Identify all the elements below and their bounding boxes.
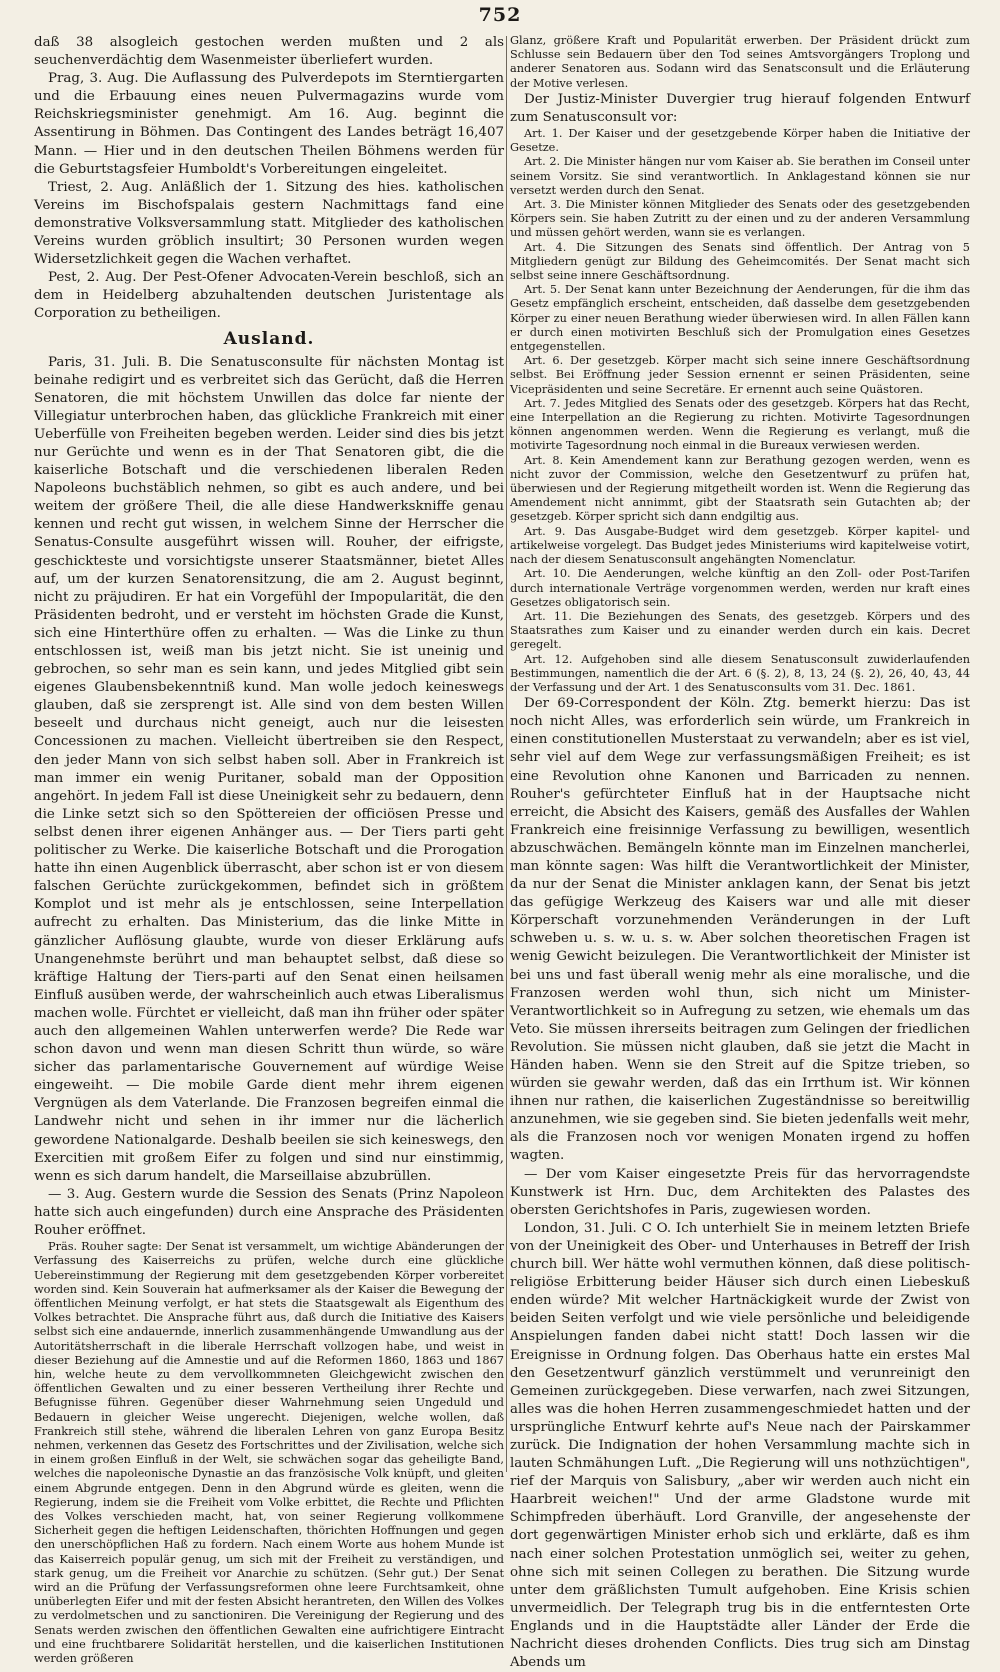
article-item: Art. 8. Kein Amendement kann zur Berathung gezogen werden, wenn es nicht zuvor der Commission, welche den Gesetzentwurf zu prüfen hat, überwiesen und der Regierung mitgetheilt worden ist. Wenn die Regierung das Amendement nicht annimmt, gibt der Staatsrath sein Gutachten ab; der gesetzgeb. Körper spricht sich dann endgiltig aus. bbox=[510, 453, 970, 524]
article-item: Art. 1. Der Kaiser und der gesetzgebende Körper haben die Initiative der Gesetze. bbox=[510, 127, 970, 155]
article-item: Art. 11. Die Beziehungen des Senats, des gesetzgeb. Körpers und des Staatsrathes zum Kaiser und zu einander werden durch ein kais. Decret geregelt. bbox=[510, 609, 970, 652]
article-item: Art. 3. Die Minister können Mitglieder des Senats oder des gesetzgebenden Körpers sein. Sie haben Zutritt zu der einen und zu der anderen Versammlung und müssen gehört werden, wann sie es verlangen. bbox=[510, 198, 970, 240]
right-column bbox=[510, 34, 970, 1671]
article-item: Art. 7. Jedes Mitglied des Senats oder des gesetzgeb. Körpers hat das Recht, eine Interpellation an die Regierung zu richten. Motivirte Tagesordnungen können angenommen werden. Wenn die Regierung es verlangt, muß die motivirte Tagesordnung noch einmal in die Bureaux verwiesen werden. bbox=[510, 396, 970, 453]
article-item: Art. 9. Das Ausgabe-Budget wird dem gesetzgeb. Körper kapitel- und artikelweise vorgelegt. Das Budget jedes Ministeriums wird kapitelweise votirt, nach der diesem Senatusconsult angehängten Nomenclatur. bbox=[510, 524, 970, 567]
speech-paragraph: Glanz, größere Kraft und Popularität erwerben. Der Präsident drückt zum Schlusse sein Bedauern über den Tod seines Amtsvorgängers Troplong und anderer Senatoren aus. Sodann wird das Senatsconsult und die Erläuterung der Motive verlesen. bbox=[510, 34, 970, 90]
article-item: Art. 4. Die Sitzungen des Senats sind öffentlich. Der Antrag von 5 Mitgliedern genügt zur Bildung des Geheimcomités. Der Senat macht sich selbst seine innere Geschäftsordnung. bbox=[510, 240, 970, 283]
article-item: Art. 5. Der Senat kann unter Bezeichnung der Aenderungen, für die ihm das Gesetz empfänglich erscheint, entscheiden, daß dasselbe dem gesetzgebenden Körper zu einer neuen Berathung wieder überwiesen wird. In allen Fällen kann er durch einen motivirten Beschluß sich der Promulgation eines Gesetzes entgegenstellen. bbox=[510, 283, 970, 354]
page-number: 752 bbox=[478, 4, 522, 26]
article-paragraph: Triest, 2. Aug. Anläßlich der 1. Sitzung des hies. katholischen Vereins im Bischofspalais gestern Nachmittags fand eine demonstrative Volksversammlung statt. Mitglieder des katholischen Vereins wurden gröblich insultirt; 30 Personen wurden wegen Widersetzlichkeit gegen die Wachen verhaftet. bbox=[34, 179, 504, 268]
article-paragraph: Der Justiz-Minister Duvergier trug hierauf folgenden Entwurf zum Senatusconsult vor: bbox=[510, 91, 970, 125]
article-item: Art. 6. Der gesetzgeb. Körper macht sich seine innere Geschäftsordnung selbst. Bei Eröffnung jeder Session ernennt er seinen Präsidenten, seine Vicepräsidenten und seine Secretäre. Er ernennt auch seine Quästoren. bbox=[510, 354, 970, 396]
article-paragraph: Paris, 31. Juli. B. Die Senatusconsulte für nächsten Montag ist beinahe redigirt und es verbreitet sich das Gerücht, daß die Herren Senatoren, die mit höchstem Unwillen das dolce far niente der Villegiatur unterbrochen haben, das glückliche Frankreich mit einer Ueberfülle von Freiheiten begeben werden. Leider sind dies bis jetzt nur Gerüchte und wenn es in der That Senatoren gibt, die die kaiserliche Botschaft und die verschiedenen liberalen Reden Napoleons buchstäblich nehmen, so gibt es auch andere, und bei weitem der größere Theil, die alle diese Handwerkskniffe genau kennen und recht gut wissen, in welchem Sinne der Herrscher die Senatus-Consulte ausgeführt wissen will. Rouher, der eifrigste, geschickteste und vorsichtigste unserer Staatsmänner, bietet Alles auf, um der kurzen Senatorensitzung, die am 2. August beginnt, nicht zu präjudiren. Er hat ein Vorgefühl der Impopularität, die den Präsidenten bedroht, und er versteht im höchsten Grade die Kunst, sich eine Hinterthüre offen zu erhalten. — Was die Linke zu thun entschlossen ist, weiß man bis jetzt nicht. Sie ist uneinig und gebrochen, so sehr man es sein kann, und jedes Mitglied gibt sein eigenes Glaubensbekenntniß kund. Man wolle jedoch keineswegs glauben, daß sie zersprengt ist. Alle sind von dem besten Willen beseelt und durchaus nicht geneigt, auch nur die leisesten Concessionen zu machen. Vielleicht übertreiben sie den Respect, den jeder Mann von sich selbst haben soll. Aber in Frankreich ist man immer ein wenig Puritaner, sobald man der Opposition angehört. In jedem Fall ist diese Uneinigkeit sehr zu bedauern, denn die Linke setzt sich so den Spöttereien der officiösen Presse und selbst denen ihrer eigenen Anhänger aus. — Der Tiers parti geht politischer zu Werke. Die kaiserliche Botschaft und die Prorogation hatte ihn einen Augenblick überrascht, aber schon ist er von diesem falschen Gerüchte zurückgekommen, befindet sich in größtem Komplot und ist mehr als je entschlossen, seine Interpellation aufrecht zu erhalten. Das Ministerium, das die linke Mitte in gänzlicher Auflösung glaubte, wurde von dieser Erklärung aufs Unangenehmste berührt und man behauptet selbst, daß diese so kräftige Haltung der Tiers-parti auf den Senat einen heilsamen Einfluß ausüben werde, der wahrscheinlich auch etwas Liberalismus machen wolle. Fürchtet er vielleicht, daß man ihn früher oder später auch den allgemeinen Wahlen unterwerfen werde? Die Rede war schon davon und wenn man diesen Schritt thun würde, so wäre sicher das parlamentarische Gouvernement auf würdige Weise eingeweiht. — Die mobile Garde dient mehr ihrem eigenen Vergnügen als dem Vaterlande. Die Franzosen begreifen einmal die Landwehr nicht und sehen in ihr immer nur die lächerlich gewordene Nationalgarde. Deshalb beeilen sie sich keineswegs, den Exercitien mit großem Eifer zu folgen und sind nur einstimmig, wenn es sich darum handelt, die Marseillaise abzubrüllen. bbox=[34, 354, 504, 1184]
article-item: Art. 12. Aufgehoben sind alle diesem Senatusconsult zuwiderlaufenden Bestimmungen, namentlich die der Art. 6 (§. 2), 8, 13, 24 (§. 2), 26, 40, 43, 44 der Verfassung und der Art. 1 des Senatusconsults vom 31. Dec. 1861. bbox=[510, 652, 970, 694]
left-column bbox=[34, 34, 504, 1665]
section-heading: Ausland. bbox=[223, 328, 315, 349]
article-item: Art. 2. Die Minister hängen nur vom Kaiser ab. Sie berathen im Conseil unter seinem Vorsitz. Sie sind verantwortlich. In Anklagestand können sie nur versetzt werden durch den Senat. bbox=[510, 155, 970, 197]
article-paragraph: — Der vom Kaiser eingesetzte Preis für das hervorragendste Kunstwerk ist Hrn. Duc, dem Architekten des Palastes des obersten Gerichtshofes in Paris, zugewiesen worden. bbox=[510, 1166, 970, 1218]
article-paragraph: Der 69-Correspondent der Köln. Ztg. bemerkt hierzu: Das ist noch nicht Alles, was erforderlich sein würde, um Frankreich in einen constitutionellen Musterstaat zu verwandeln; aber es ist viel, sehr viel auf dem Wege zur verfassungsmäßigen Freiheit; es ist eine Revolution ohne Kanonen und Barricaden zu nennen. Rouher's gefürchteter Einfluß hat in der Hauptsache nicht erreicht, die Absicht des Kaisers, gemäß des Ausfalles der Wahlen Frankreich eine freisinnige Verfassung zu bewilligen, wesentlich abzuschwächen. Bemängeln könnte man im Einzelnen mancherlei, man könnte sagen: Was hilft die Verantwortlichkeit der Minister, da nur der Senat die Minister anklagen kann, der Senat bis jetzt das gefügige Werkzeug des Kaisers war und alle mit dieser Körperschaft vorzunehmenden Veränderungen in der Luft schweben u. s. w. u. s. w. Aber solchen theoretischen Fragen ist wenig Gewicht beizulegen. Die Verantwortlichkeit der Minister ist bei uns und fast überall wenig mehr als eine moralische, und die Franzosen werden wohl thun, sich nicht um Minister-Verantwortlichkeit so in Aufregung zu setzen, wie ehemals um das Veto. Sie müssen ihrerseits beitragen zum Gelingen der friedlichen Revolution. Sie müssen nicht glauben, daß sie jetzt die Macht in Händen haben. Wenn sie den Streit auf die Spitze trieben, so würden sie gewahr werden, daß das ein Irrthum ist. Wir können ihnen nur rathen, die kaiserlichen Zugeständnisse so bereitwillig anzunehmen, wie sie gegeben sind. Sie bieten jedenfalls weit mehr, als die Franzosen noch vor wenigen Monaten irgend zu hoffen wagten. bbox=[510, 696, 970, 1164]
article-paragraph: daß 38 alsogleich gestochen werden mußten und 2 als seuchenverdächtig dem Wasenmeister überliefert wurden. bbox=[34, 35, 504, 69]
article-paragraph: — 3. Aug. Gestern wurde die Session des Senats (Prinz Napoleon hatte sich auch eingefunden) durch eine Ansprache des Präsidenten Rouher eröffnet. bbox=[34, 1186, 504, 1238]
article-paragraph: Prag, 3. Aug. Die Auflassung des Pulverdepots im Sterntiergarten und die Erbauung eines neuen Pulvermagazins wurde vom Reichskriegsminister genehmigt. Am 16. Aug. beginnt die Assentirung in Böhmen. Das Contingent des Landes beträgt 16,407 Mann. — Hier und in den deutschen Theilen Böhmens werden für die Geburtstagsfeier Humboldt's Vorbereitungen eingeleitet. bbox=[34, 71, 504, 177]
article-item: Art. 10. Die Aenderungen, welche künftig an den Zoll- oder Post-Tarifen durch internationale Verträge vorgenommen werden, werden nur kraft eines Gesetzes obligatorisch sein. bbox=[510, 567, 970, 609]
article-paragraph: London, 31. Juli. C O. Ich unterhielt Sie in meinem letzten Briefe von der Uneinigkeit des Ober- und Unterhauses in Betreff der Irish church bill. Wer hätte wohl vermuthen können, daß diese politisch-religiöse Erbitterung beider Häuser sich durch einen Liebeskuß enden würde? Mit welcher Hartnäckigkeit wurde der Zwist von beiden Seiten verfolgt und wie viele persönliche und beleidigende Anspielungen fanden dabei nicht statt! Doch lassen wir die Ereignisse in Ordnung folgen. Das Oberhaus hatte ein erstes Mal den Gesetzentwurf gänzlich verstümmelt und verunreinigt den Gemeinen zurückgegeben. Diese verwarfen, nach zwei Sitzungen, alles was die hohen Herren zusammengeschmiedet hatten und der ursprüngliche Entwurf kehrte auf's Neue nach der Pairskammer zurück. Die Indignation der hohen Versammlung machte sich in lauten Schmähungen Luft. „Die Regierung will uns nothzüchtigen", rief der Marquis von Salisbury, „aber wir werden auch nicht ein Haarbreit weichen!" Und der arme Gladstone wurde mit Schimpfreden überhäuft. Lord Granville, der angesehenste der dort gegenwärtigen Minister erhob sich und erklärte, daß es ihm nach einer solchen Protestation unmöglich sei, weiter zu gehen, ohne sich mit seinen Collegen zu berathen. Die Sitzung wurde unter dem gräßlichsten Tumult aufgehoben. Eine Krisis schien unvermeidlich. Der Telegraph trug bis in die entferntesten Orte Englands und in die Hauptstädte aller Länder der Erde die Nachricht dieses drohenden Conflicts. Dies trug sich am Dinstag Abends um bbox=[510, 1220, 970, 1671]
column-divider bbox=[506, 36, 507, 1472]
article-paragraph: Pest, 2. Aug. Der Pest-Ofener Advocaten-Verein beschloß, sich an dem in Heidelberg abzuhaltenden deutschen Juristentage als Corporation zu betheiligen. bbox=[34, 270, 504, 322]
speech-paragraph: Präs. Rouher sagte: Der Senat ist versammelt, um wichtige Abänderungen der Verfassung des Kaiserreichs zu prüfen, welche durch eine glückliche Uebereinstimmung der Regierung mit dem gesetzgebenden Körper vorbereitet worden sind. Kein Souverain hat aufmerksamer als der Kaiser die Bewegung der öffentlichen Meinung verfolgt, er hat stets die Staatsgewalt als Eigenthum des Volkes betrachtet. Die Ansprache führt aus, daß durch die Initiative des Kaisers selbst sich eine andauernde, innerlich zusammenhängende Umwandlung aus der Autoritätsherrschaft in die liberale Herrschaft vollzogen habe, und weist in dieser Beziehung auf die Amnestie und auf die Reformen 1860, 1863 und 1867 hin, welche heute zu dem vervollkommneten Gleichgewicht zwischen den öffentlichen Gewalten und zu einer besseren Vertheilung ihrer Rechte und Befugnisse führen. Gegenüber dieser Wahrnehmung seien Ungeduld und Bedauern in gleicher Weise ungerecht. Diejenigen, welche wollen, daß Frankreich still stehe, während die liberalen Lehren von ganz Europa Besitz nehmen, verkennen das Gesetz des Fortschrittes und der Zivilisation, welche sich in einem großen Einfluß in der Welt, sie schwächen sogar das geheiligte Band, welches die napoleonische Dynastie an das französische Volk knüpft, und gleiten einem Abgrunde entgegen. Denn in den Abgrund würde es gleiten, wenn die Regierung, indem sie die Freiheit vom Volke erbittet, die Rechte und Pflichten des Volkes verschieden macht, hat, von seiner Regierung vollkommene Sicherheit gegen die heftigen Leidenschaften, thörichten Hoffnungen und gegen den unerschöpflichen Haß zu fordern. Nach einem Worte aus hohem Munde ist das Kaiserreich populär genug, um sich mit der Freiheit zu verständigen, und stark genug, um die Freiheit vor Anarchie zu schützen. (Sehr gut.) Der Senat wird an die Prüfung der Verfassungsreformen ohne leere Furchtsamkeit, ohne unüberlegten Eifer und mit der festen Absicht herantreten, den Willen des Volkes zu verdolmetschen und zu sanctioniren. Die Vereinigung der Regierung und des Senats werden zwischen den öffentlichen Gewalten eine aufrichtigere Eintracht und eine fruchtbarere Solidarität herstellen, und die kaiserlichen Institutionen werden größeren bbox=[34, 1240, 504, 1665]
